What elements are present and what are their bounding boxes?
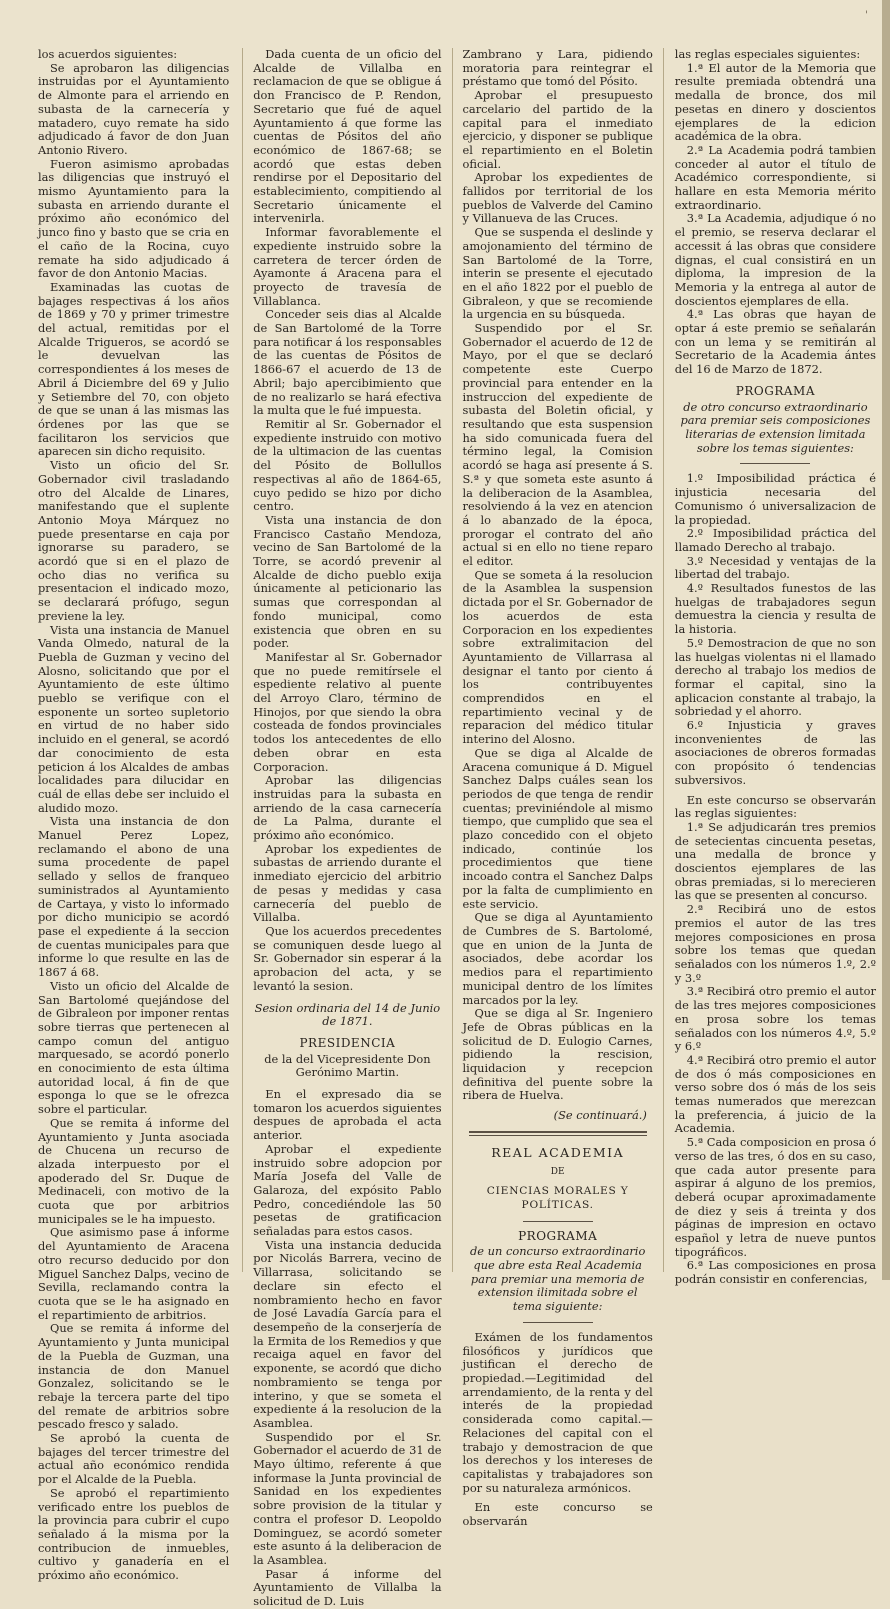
paragraph: Aprobar los expedientes de subastas de arriendo durante el inmediato ejercicio del arbitrio de pesas y medidas y casa carnecería del pueblo de Villalba. [253, 841, 442, 925]
paragraph: Vista una instancia deducida por Nicolás Barrera, vecino de Villarrasa, solicitando se declare sin efecto el nombramiento hecho en favor de José Lavadía García para el desempeño de la conserjería de la Ermita de los Remedios y que recaiga aquel en favor del exponente, se acordó que dicho nombramiento se tenga por interino, y que se someta el expediente á la resolucion de la Asamblea. [253, 1237, 442, 1430]
paragraph: En el expresado dia se tomaron los acuerdos siguientes despues de aprobada el acta anterior. [253, 1087, 442, 1143]
paragraph: Se aprobaron las diligencias instruidas por el Ayuntamiento de Almonte para el arriendo en subasta de la carnecería y matadero, cuyo remate ha sido adjudicado á favor de don Juan Antonio Rivero. [38, 60, 230, 157]
tema-item: 5.º Demostracion de que no son las huelgas violentas ni el llamado derecho al trabajo los medios de formar el capital, sino la aplicacion constante al trabajo, la sobriedad y el ahorro. [674, 635, 876, 719]
paragraph: Que se suspenda el deslinde y amojonamiento del término de San Bartolomé de la Torre, interin se presente el ejecutado en el año 1822 por el pueblo de Gibraleon, y que se recomiende la urgencia en su búsqueda. [462, 225, 653, 322]
columns [38, 47, 876, 1609]
academy-subtitle: CIENCIAS MORALES Y POLÍTICAS. [486, 1185, 629, 1211]
rule-item: 3.ª La Academia, adjudique ó no el premio, se reserva declarar el accessit á las obras que considere dignas, el cual consistirá en un diploma, la impresion de la Memoria y la entrega al autor de doscientos ejemplares de ella. [674, 211, 876, 308]
paragraph: Remitir al Sr. Gobernador el expediente instruido con motivo de la ultimacion de las cuentas del Pósito de Bollullos respectivas al año de 1864-65, cuyo pedido se hizo por dicho centro. [253, 416, 442, 514]
paragraph: Se aprobó el repartimiento verificado entre los pueblos de la provincia para cubrir el cupo señalado á la misma por la contribucion de inmuebles, cultivo y ganadería en el próximo año económico. [38, 1485, 230, 1583]
paragraph: Aprobar los expedientes de fallidos por territorial de los pueblos de Valverde del Camino y Villanueva de las Cruces. [462, 170, 653, 226]
rule-item: 6.ª Las composiciones en prosa podrán consistir en conferencias, [674, 1258, 876, 1287]
rule-item: 1.ª Se adjudicarán tres premios de setecientas cincuenta pesetas, una medalla de bronce y doscientos ejemplares de las obras premiadas, si lo merecieren las que se presenten al concurso. [674, 819, 876, 903]
divider [523, 1221, 593, 1222]
programa-heading: PROGRAMA [518, 1228, 598, 1243]
paragraph: Que asimismo pase á informe del Ayuntamiento de Aracena otro recurso deducido por don Miguel Sanchez Dalps, vecino de Sevilla, reclamando contra la cuota que se le ha asignado en el repartimiento de arbitrios. [38, 1225, 230, 1322]
double-rule [469, 1131, 647, 1133]
continued-note: (Se continuará.) [553, 1108, 647, 1123]
paragraph: Informar favorablemente el expediente instruido sobre la carretera de tercer órden de Ayamonte á Aracena para el proyecto de travesía de Villablanca. [253, 225, 442, 308]
paragraph: Examinadas las cuotas de bajages respectivas á los años de 1869 y 70 y primer trimestre del actual, remitidas por el Alcalde Trigueros, se acordó se le devuelvan las correspondientes á los meses de Abril á Diciembre del 69 y Julio y Setiembre del 70, con objeto de que se unan á las mismas las órdenes por las que se facilitaron los servicios que aparecen sin dicho requisito. [38, 279, 230, 459]
column-3 [453, 47, 663, 1529]
paragraph: Que se diga al Alcalde de Aracena comunique á D. Miguel Sanchez Dalps cuáles sean los periodos de que tenga de rendir cuentas; previniéndole al mismo tiempo, que cumplido que sea el plazo concedido con el objeto indicado, continúe los procedimientos que tiene incoado contra el Sanchez Dalps por la falta de cumplimiento en este servicio. [462, 745, 653, 911]
paragraph: Pasar á informe del Ayuntamiento de Villalba la solicitud de D. Luis [253, 1566, 442, 1609]
paragraph: Visto un oficio del Sr. Gobernador civil trasladando otro del Alcalde de Linares, manifestando que el suplente Antonio Moya Márquez no puede presentarse en caja por ignorarse su paradero, se acordó que si en el plazo de ocho dias no verifica su presentacion el indicado mozo, se declarará prófugo, segun previene la ley. [38, 458, 230, 623]
rule-item: 4.ª Recibirá otro premio el autor de dos ó más composiciones en verso sobre dos ó más de los seis temas numerados que merezcan la preferencia, á juicio de la Academia. [674, 1052, 876, 1136]
paragraph: Manifestar al Sr. Gobernador que no puede remitírsele el espediente relativo al puente del Arroyo Claro, término de Hinojos, por que siendo la obra costeada de fondos provinciales todos los antecedentes de ello deben obrar en esta Corporacion. [253, 649, 442, 774]
paragraph: Que los acuerdos precedentes se comuniquen desde luego al Sr. Gobernador sin esperar á la aprobacion del acta, y se levantó la sesion. [253, 924, 442, 993]
page-edge [882, 0, 890, 1280]
paragraph: Suspendido por el Sr. Gobernador el acuerdo de 12 de Mayo, por el que se declaró competente este Cuerpo provincial para entender en la instruccion del expediente de subasta del Boletin oficial, y resultando que esta suspension ha sido comunicada fuera del término legal, la Comision acordó se haga así presente á S. S.ª y que someta este asunto á la deliberacion de la Asamblea, resolviendo á la vez en atencion á lo abanzado de la época, prorogar el contrato del año actual si en ello no tiene reparo el editor. [462, 321, 653, 569]
rule-item: 3.ª Recibirá otro premio el autor de las tres mejores composiciones en prosa sobre los temas señalados con los números 4.º, 5.º y 6.º [674, 984, 876, 1054]
column-1 [38, 47, 242, 1583]
paragraph: Que se remita á informe del Ayuntamiento y Junta municipal de la Puebla de Guzman, una instancia de don Manuel Gonzalez, solicitando se le rebaje la tercera parte del tipo del remate de arbitrios sobre pescado fresco y salado. [38, 1321, 230, 1432]
session-heading: Sesion ordinaria del 14 de Junio de 1871. [254, 1000, 441, 1029]
column-2 [243, 47, 451, 1609]
paragraph: los acuerdos siguientes: [38, 47, 178, 61]
paragraph: Aprobar las diligencias instruidas para la subasta en arriendo de la casa carnecería de La Palma, durante el próximo año económico. [253, 773, 442, 843]
programa-heading: PROGRAMA [735, 383, 815, 398]
tema-item: 3.º Necesidad y ventajas de la libertad del trabajo. [674, 553, 876, 582]
paragraph: En este concurso se observarán [462, 1500, 653, 1529]
rule-item: 1.ª El autor de la Memoria que resulte premiada obtendrá una medalla de bronce, dos mil pesetas en dinero y doscientos ejemplares de la edicion académica de la obra. [674, 60, 876, 144]
paragraph: Que se someta á la resolucion de la Asamblea la suspension dictada por el Sr. Gobernador de los acuerdos de esta Corporacion en los expedientes sobre extralimitacion del Ayuntamiento de Villarrasa al designar el tanto por ciento á los contribuyentes comprendidos en el repartimiento vecinal y de reparacion del médico titular interino del Alosno. [462, 567, 653, 747]
paragraph: Vista una instancia de don Manuel Perez Lopez, reclamando el abono de una suma procedente de papel sellado y sellos de franqueo suministrados al Ayuntamiento de Cartaya, y visto lo informado por dicho municipio se acordó pase el expediente á la seccion de cuentas municipales para que informe lo que resulte en las de 1867 á 68. [38, 814, 230, 980]
paragraph: Que se remita á informe del Ayuntamiento y Junta asociada de Chucena un recurso de alzada interpuesto por el apoderado del Sr. Duque de Medinaceli, con motivo de la cuota que por arbitrios municipales se le ha impuesto. [38, 1115, 230, 1226]
programa-subheading: de un concurso extraordinario que abre esta Real Academia para premiar una memoria de extension ilimitada sobre el tema siguiente: [470, 1244, 646, 1314]
paragraph: En este concurso se observarán las reglas siguientes: [674, 792, 876, 821]
rule-item: 5.ª Cada composicion en prosa ó verso de las tres, ó dos en su caso, que cada autor presente para aspirar á alguno de los premios, deberá ocupar aproximadamente de diez y seis á treinta y dos páginas de impresion en octavo español y letra de nueve puntos tipográficos. [674, 1135, 876, 1259]
paragraph: Exámen de los fundamentos filosóficos y jurídicos que justifican el derecho de propiedad.—Legitimidad del arrendamiento, de la renta y del interés de la propiedad considerada como capital.—Relaciones del capital con el trabajo y demostracion de que los derechos y los intereses de capitalistas y trabajadores son por su naturaleza armónicos. [462, 1329, 653, 1495]
column-4 [664, 47, 876, 1287]
presidencia-subheading: de la del Vicepresidente Don Gerónimo Martin. [264, 1051, 431, 1080]
page-mark: ' [865, 10, 868, 21]
paragraph: Aprobar el expediente instruido sobre adopcion por María Josefa del Valle de Galaroza, del expósito Pablo Pedro, concediéndole las 50 pesetas de gratificacion señaladas para estos casos. [253, 1141, 442, 1239]
paragraph: Se aprobó la cuenta de bajages del tercer trimestre del actual año económico rendida por el Alcalde de la Puebla. [38, 1431, 230, 1487]
divider [523, 1322, 593, 1323]
rule-item: 4.ª Las obras que hayan de optar á este premio se señalarán con un lema y se remitirán al Secretario de la Academia ántes del 16 de Marzo de 1872. [674, 307, 876, 377]
tema-item: 4.º Resultados funestos de las huelgas de trabajadores segun demuestra la ciencia y resulta de la historia. [674, 581, 876, 637]
rule-item: 2.ª La Academia podrá tambien conceder al autor el título de Académico correspondiente, si hallare en esta Memoria mérito extraordinario. [674, 142, 876, 212]
paragraph: Que se diga al Sr. Ingeniero Jefe de Obras públicas en la solicitud de D. Eulogio Carnes, pidiendo la rescision, liquidacion y recepcion definitiva del puente sobre la ribera de Huelva. [462, 1006, 653, 1103]
tema-item: 1.º Imposibilidad práctica é injusticia necesaria del Comunismo ó universalizacion de la propiedad. [674, 471, 876, 527]
paragraph: Aprobar el presupuesto carcelario del partido de la capital para el inmediato ejercicio, y disponer se publique el repartimiento en el Boletin oficial. [462, 88, 653, 171]
paragraph: Zambrano y Lara, pidiendo moratoria para reintegrar el préstamo que tomó del Pósito. [462, 47, 653, 89]
divider [740, 463, 810, 464]
presidencia-heading: PRESIDENCIA [299, 1035, 396, 1050]
paragraph: Conceder seis dias al Alcalde de San Bartolomé de la Torre para notificar á los responsables de las cuentas de Pósitos de 1866-67 el acuerdo de 13 de Abril; bajo apercibimiento que de no realizarlo se hará efectiva la multa que le fué impuesta. [253, 307, 442, 418]
paragraph: Vista una instancia de Manuel Vanda Olmedo, natural de la Puebla de Guzman y vecino del Alosno, solicitando que por el Ayuntamiento de este último pueblo se verifique con el esponente un sorteo supletorio en virtud de no haber sido incluido en el general, se acordó dar conocimiento de esta peticion á los Alcaldes de ambas localidades para dilucidar en cuál de ellas debe ser incluido el aludido mozo. [38, 622, 230, 815]
academy-title: REAL ACADEMIA [491, 1144, 625, 1160]
programa-subheading: de otro concurso extraordinario para premiar seis composiciones literarias de extension limitada sobre los temas siguientes: [680, 399, 871, 455]
paragraph: Suspendido por el Sr. Gobernador el acuerdo de 31 de Mayo último, referente á que informase la Junta provincial de Sanidad en los expedientes sobre provision de la titular y contra el profesor D. Leopoldo Dominguez, se acordó someter este asunto á la deliberacion de la Asamblea. [253, 1429, 442, 1567]
paragraph: Dada cuenta de un oficio del Alcalde de Villalba en reclamacion de que se obligue á don Francisco de P. Rendon, Secretario que fué de aquel Ayuntamiento á que forme las cuentas de Pósitos del año económico de 1867-68; se acordó que estas deben rendirse por el Depositario del establecimiento, compitiendo al Secretario únicamente el intervenirla. [253, 47, 442, 226]
paragraph: Vista una instancia de don Francisco Castaño Mendoza, vecino de San Bartolomé de la Torre, se acordó prevenir al Alcalde de dicho pueblo exija únicamente al peticionario las sumas que correspondan al fondo municipal, como existencia que obren en su poder. [253, 512, 442, 651]
rule-item: 2.ª Recibirá uno de estos premios el autor de las tres mejores composiciones en prosa sobre los temas que quedan señalados con los números 1.º, 2.º y 3.º [674, 902, 876, 985]
tema-item: 2.º Imposibilidad práctica del llamado Derecho al trabajo. [674, 526, 876, 554]
paragraph: Que se diga al Ayuntamiento de Cumbres de S. Bartolomé, que en union de la Junta de asociados, debe acordar los medios para el repartimiento municipal dentro de los límites marcados por la ley. [462, 910, 653, 1007]
paragraph: Visto un oficio del Alcalde de San Bartolomé quejándose del de Gibraleon por imponer rentas sobre tierras que pertenecen al campo comun del antiguo marquesado, se acordó ponerlo en conocimiento de esta última autoridad local, á fin de que esponga lo que se le ofrezca sobre el particular. [38, 978, 230, 1117]
tema-item: 6.º Injusticia y graves inconvenientes de las asociaciones de obreros formadas con propósito ó tendencias subversivos. [674, 718, 876, 787]
paragraph: Fueron asimismo aprobadas las diligencias que instruyó el mismo Ayuntamiento para la subasta en arriendo durante el próximo año económico del junco fino y basto que se cria en el caño de la Rocina, cuyo remate ha sido adjudicado á favor de don Antonio Macias. [38, 156, 230, 281]
academy-de: DE [550, 1166, 565, 1177]
double-rule [469, 1135, 647, 1136]
paragraph: las reglas especiales siguientes: [674, 47, 861, 61]
